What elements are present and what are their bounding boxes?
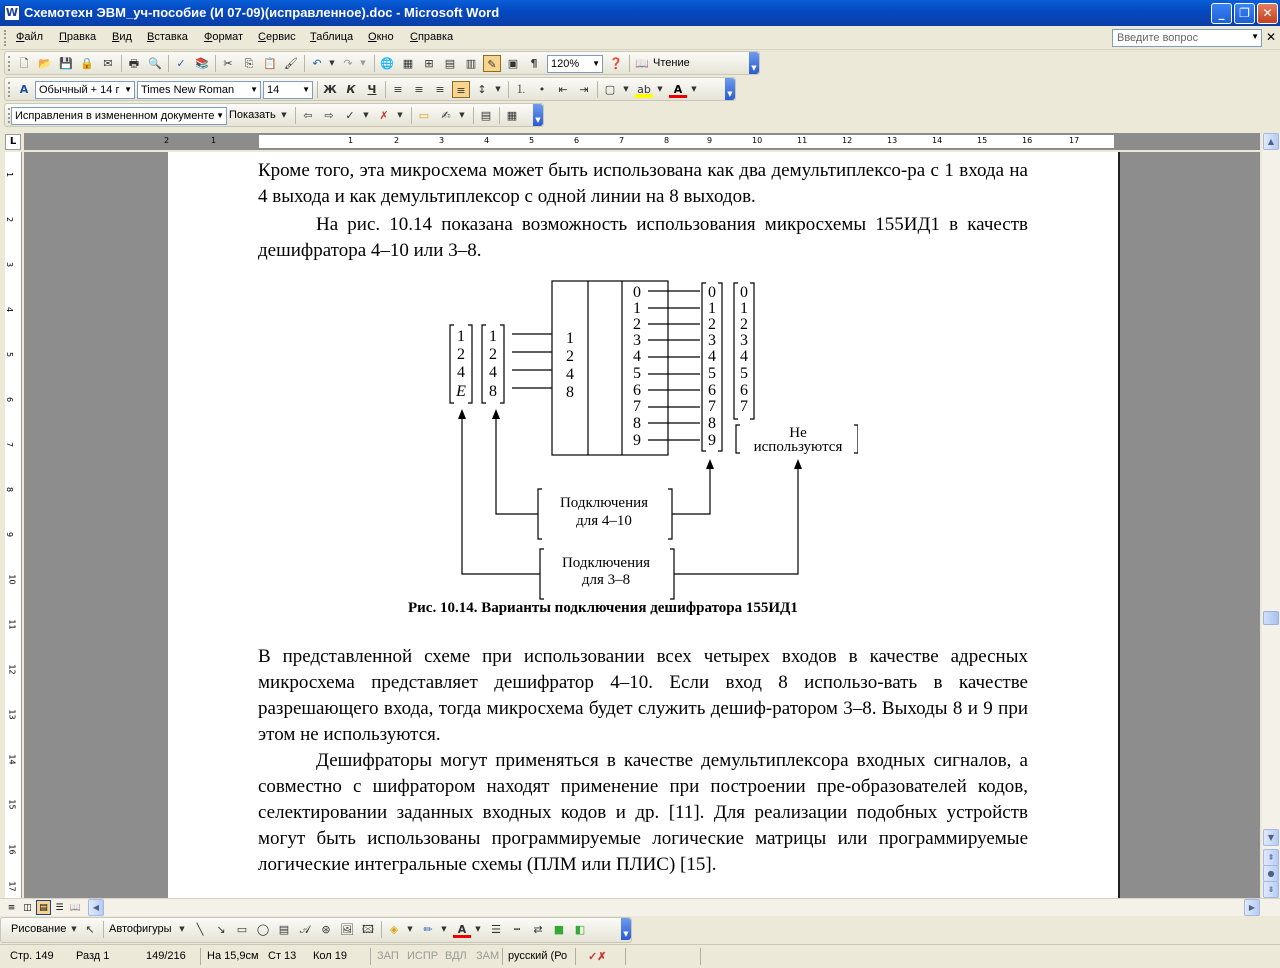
print-icon[interactable]: 🖶 [128, 57, 140, 70]
title-bar [0, 0, 1280, 26]
undo-icon[interactable]: ↶ [312, 57, 322, 70]
scroll-up-icon[interactable]: ▲ [1263, 133, 1279, 150]
columns-icon[interactable]: ▥ [465, 57, 477, 70]
zoom-select[interactable] [547, 55, 603, 73]
normal-view-icon[interactable]: ≡ [7, 903, 16, 913]
chevron-down-icon[interactable]: ▼ [441, 925, 447, 933]
style-value: Обычный + 14 г [39, 84, 120, 96]
italic-button[interactable]: К [346, 83, 356, 96]
browse-object-icon[interactable]: ● [1263, 865, 1279, 882]
reject-change-icon[interactable]: ✗ [379, 109, 389, 122]
menu-edit[interactable]: Правка [59, 31, 97, 43]
chevron-down-icon[interactable]: ▼ [281, 111, 287, 119]
chevron-down-icon[interactable]: ▼ [71, 925, 77, 933]
show-markup-button[interactable]: Показать [229, 109, 276, 121]
reviewing-pane-toggle-icon[interactable]: ▦ [506, 109, 518, 122]
chip-output-label: 7 [633, 398, 641, 415]
chevron-down-icon[interactable]: ▼ [397, 111, 403, 119]
chevron-down-icon[interactable]: ▼ [1251, 32, 1259, 41]
status-track-changes[interactable]: ИСПР [407, 950, 439, 962]
display-for-review-select[interactable] [11, 107, 227, 125]
font-color-icon[interactable]: A [453, 921, 471, 938]
line-color-icon[interactable]: ✏ [423, 923, 433, 936]
menu-grip[interactable] [4, 30, 7, 46]
save-icon[interactable]: 💾 [59, 57, 73, 70]
font-select[interactable] [137, 81, 261, 99]
output-10-label: 8 [708, 415, 716, 432]
chip-output-label: 0 [633, 284, 641, 301]
zoom-value: 120% [551, 58, 580, 70]
fill-color-icon[interactable]: ◈ [389, 923, 399, 936]
status-record-macro[interactable]: ЗАП [377, 950, 399, 962]
new-document-icon[interactable]: 🗋 [19, 57, 29, 70]
toolbar-grip[interactable] [8, 82, 11, 97]
line-spacing-icon[interactable]: ↕ [477, 83, 487, 96]
output-8-label: 2 [740, 316, 748, 333]
chip-input-label: 1 [566, 330, 574, 347]
spelling-icon[interactable]: ✓ [176, 57, 186, 70]
menu-view[interactable]: Вид [112, 31, 132, 43]
print-layout-icon[interactable]: ▤ [36, 900, 51, 915]
align-center-icon[interactable]: ≡ [414, 83, 424, 96]
scroll-thumb[interactable] [1263, 611, 1279, 625]
outline-view-icon[interactable]: ☰ [55, 903, 64, 913]
document-workspace[interactable] [24, 152, 1260, 898]
clip-art-icon[interactable]: 🖼 [340, 923, 354, 936]
status-page-count: 149/216 [146, 950, 186, 962]
borders-icon[interactable]: ▢ [604, 83, 616, 96]
status-page: Стр. 149 [10, 950, 54, 962]
output-10-label: 6 [708, 382, 716, 399]
spelling-status-icon[interactable]: ✓✗ [588, 951, 607, 963]
output-8-label: 0 [740, 284, 748, 301]
chip-input-label: 8 [566, 384, 574, 401]
previous-page-icon[interactable]: ⇞ [1263, 849, 1279, 866]
output-8-label: 4 [740, 348, 748, 365]
paragraph-1[interactable]: Кроме того, эта микросхема может быть использована как два демультиплексо-ра с 1 входа на 4 выхода и как демультиплексор с одной линии на 8 выходов. [258, 160, 1028, 207]
insert-excel-icon[interactable]: ▤ [444, 57, 456, 70]
output-8-label: 6 [740, 382, 748, 399]
oval-icon[interactable]: ◯ [256, 923, 270, 936]
help-icon[interactable]: ❓ [609, 57, 623, 70]
chip-output-label: 6 [633, 382, 641, 399]
scroll-left-icon[interactable]: ◀ [88, 899, 104, 916]
email-icon[interactable]: ✉ [103, 57, 113, 70]
chip-input-label: 4 [566, 366, 574, 383]
paste-icon[interactable]: 📋 [263, 57, 277, 70]
insert-table-icon[interactable]: ⊞ [424, 57, 434, 70]
group-a-label: 2 [457, 346, 465, 363]
output-8-label: 3 [740, 332, 748, 349]
reading-view-icon[interactable]: 📖 [69, 903, 82, 913]
document-map-icon[interactable]: ▣ [507, 57, 519, 70]
permission-icon[interactable]: 🔒 [80, 57, 94, 70]
chip-output-label: 2 [633, 316, 641, 333]
read-mode-button[interactable]: Чтение [653, 57, 690, 69]
status-extend[interactable]: ВДЛ [445, 950, 467, 962]
toolbar-options-icon[interactable]: ▼ [725, 78, 735, 100]
drawing-icon[interactable]: ✎ [483, 55, 501, 72]
track-changes-icon[interactable]: ✍ [441, 109, 451, 122]
status-section: Разд 1 [76, 950, 110, 962]
line-icon[interactable]: ╲ [196, 923, 204, 936]
standard-toolbar [4, 51, 760, 75]
chevron-down-icon[interactable]: ▼ [363, 111, 369, 119]
output-10-label: 0 [708, 284, 716, 301]
group-b-label: 2 [489, 346, 497, 363]
open-folder-icon[interactable]: 📂 [38, 57, 52, 70]
accept-change-icon[interactable]: ✓ [345, 109, 355, 122]
toolbar-grip[interactable] [8, 56, 11, 71]
draw-menu-button[interactable]: Рисование [11, 923, 67, 935]
scroll-right-icon[interactable]: ▶ [1244, 899, 1260, 916]
drawing-toolbar [0, 917, 632, 943]
chip-input-label: 2 [566, 348, 574, 365]
highlight-icon[interactable]: ab [635, 81, 653, 98]
status-language[interactable]: русский (Ро [508, 950, 568, 962]
shadow-icon[interactable]: ■ [553, 923, 565, 936]
wordart-icon[interactable]: 𝒜 [299, 923, 311, 936]
chip-output-label: 8 [633, 415, 641, 432]
format-painter-icon[interactable]: 🖌 [284, 57, 298, 70]
reviewing-toolbar [4, 103, 544, 127]
restore-button[interactable]: ❐ [1234, 3, 1255, 24]
show-hide-icon[interactable]: ¶ [530, 57, 538, 70]
bold-button[interactable]: Ж [323, 83, 337, 96]
styles-icon[interactable]: A [19, 83, 29, 96]
output-10-label: 9 [708, 432, 716, 449]
chip-output-label: 3 [633, 332, 641, 349]
text-box-icon[interactable]: ▤ [278, 923, 290, 936]
menu-bar [0, 26, 1280, 50]
unused-label: Не [789, 425, 807, 441]
print-preview-icon[interactable]: 🔍 [148, 57, 162, 70]
output-10-label: 2 [708, 316, 716, 333]
group-b-label: 4 [489, 364, 497, 381]
output-10-label: 7 [708, 398, 716, 415]
chevron-down-icon[interactable]: ▼ [124, 85, 132, 94]
connection-4-10-label: для 4–10 [576, 513, 632, 529]
minimize-button[interactable]: _ [1211, 3, 1232, 24]
toolbar-options-icon[interactable]: ▼ [533, 104, 543, 126]
chip-output-label: 9 [633, 432, 641, 449]
numbering-icon[interactable]: ⒈ [515, 83, 527, 96]
output-10-label: 5 [708, 365, 716, 382]
toolbar-options-icon[interactable]: ▼ [621, 918, 631, 940]
align-left-icon[interactable]: ≡ [393, 83, 403, 96]
chevron-down-icon[interactable]: ▼ [216, 111, 224, 120]
output-10-label: 3 [708, 332, 716, 349]
redo-icon[interactable]: ↷ [343, 57, 353, 70]
3d-style-icon[interactable]: ◧ [574, 923, 586, 936]
select-objects-icon[interactable]: ↖ [85, 923, 95, 936]
research-icon[interactable]: 📚 [195, 57, 209, 70]
previous-change-icon[interactable]: ⇦ [303, 109, 313, 122]
chevron-down-icon[interactable]: ▼ [495, 85, 501, 93]
ask-question-placeholder: Введите вопрос [1117, 32, 1199, 44]
status-column: Кол 19 [313, 950, 347, 962]
group-b-label: 1 [489, 328, 497, 345]
paragraph-3[interactable]: В представленной схеме при использовании всех четырех входов в качестве адресных микросхема представляет дешифратор 4–10. Если вход 8 использо-вать в качестве разрешающего входа, тогда микросхема будет служить дешиф-ратором 3–8. Выходы 8 и 9 при этом не используются. [258, 646, 1028, 745]
menu-insert[interactable]: Вставка [147, 31, 188, 43]
chevron-down-icon[interactable]: ▼ [691, 85, 697, 93]
word-app-icon[interactable]: W [5, 6, 19, 19]
output-8-label: 7 [740, 398, 748, 415]
book-icon: 📖 [635, 57, 649, 70]
connection-3-8-label: для 3–8 [581, 572, 631, 588]
font-size-value: 14 [267, 84, 280, 96]
menu-tools[interactable]: Сервис [258, 31, 296, 43]
web-view-icon[interactable]: ◫ [23, 903, 32, 913]
copy-icon[interactable]: ⎘ [244, 57, 254, 70]
chip-output-label: 4 [633, 348, 641, 365]
dash-style-icon[interactable]: ┅ [513, 923, 521, 936]
status-overtype[interactable]: ЗАМ [476, 950, 500, 962]
next-page-icon[interactable]: ⇟ [1263, 881, 1279, 898]
chevron-down-icon[interactable]: ▼ [250, 85, 258, 94]
chevron-down-icon[interactable]: ▼ [459, 111, 465, 119]
horizontal-scrollbar[interactable] [0, 898, 1280, 916]
chevron-down-icon[interactable]: ▼ [475, 925, 481, 933]
output-10-label: 1 [708, 300, 716, 317]
hyperlink-icon[interactable]: 🌐 [380, 57, 394, 70]
group-a-label: 1 [457, 328, 465, 345]
font-size-select[interactable] [263, 81, 313, 99]
vertical-scrollbar[interactable] [1262, 133, 1280, 898]
menu-file[interactable]: Файл [16, 31, 44, 43]
document-page[interactable] [168, 152, 1120, 898]
figure-caption[interactable]: Рис. 10.14. Варианты подключения дешифратора 155ИД1 [408, 600, 798, 616]
justify-icon[interactable]: ≡ [452, 81, 470, 98]
chevron-down-icon[interactable]: ▼ [329, 59, 335, 67]
group-a-label: E [456, 383, 466, 400]
chevron-down-icon[interactable]: ▼ [657, 85, 663, 93]
autoshapes-button[interactable]: Автофигуры [109, 923, 172, 935]
underline-button[interactable]: Ч [367, 83, 377, 96]
menu-help[interactable]: Справка [410, 31, 454, 43]
arrow-icon[interactable]: ↘ [216, 923, 226, 936]
output-8-label: 5 [740, 365, 748, 382]
toolbar-options-icon[interactable]: ▼ [749, 52, 759, 74]
new-comment-icon[interactable]: ▭ [418, 109, 430, 122]
group-a-label: 4 [457, 364, 465, 381]
increase-indent-icon[interactable]: ⇥ [579, 83, 589, 96]
decrease-indent-icon[interactable]: ⇤ [558, 83, 568, 96]
connection-4-10-label: Подключения [559, 495, 649, 511]
status-position: На 15,9см [207, 950, 259, 962]
formatting-toolbar [4, 77, 736, 101]
window-title: Схемотехн ЭВМ_уч-пособие (И 07-09)(исправленное).doc - Microsoft Word [24, 5, 500, 20]
review-mode-value: Исправления в измененном документе [15, 110, 215, 122]
line-style-icon[interactable]: ☰ [491, 923, 501, 936]
output-8-label: 1 [740, 300, 748, 317]
group-b-label: 8 [489, 383, 497, 400]
connection-3-8-label: Подключения [561, 555, 651, 571]
menu-window[interactable]: Окно [368, 31, 394, 43]
decoder-diagram [438, 277, 858, 605]
diagram-icon[interactable]: ⊛ [321, 923, 331, 936]
scroll-down-icon[interactable]: ▼ [1263, 829, 1279, 846]
next-change-icon[interactable]: ⇨ [324, 109, 334, 122]
ask-question-input[interactable] [1112, 29, 1262, 47]
menu-table[interactable]: Таблица [310, 31, 354, 43]
output-10-label: 4 [708, 348, 716, 365]
tab-selector[interactable]: L [5, 134, 21, 150]
chevron-down-icon[interactable]: ▼ [302, 85, 310, 94]
chip-output-label: 1 [633, 300, 641, 317]
cut-icon[interactable]: ✂ [223, 57, 233, 70]
tables-borders-icon[interactable]: ▦ [402, 57, 414, 70]
reviewing-pane-icon[interactable]: ▤ [480, 109, 492, 122]
status-bar [0, 944, 1280, 968]
menu-format[interactable]: Формат [204, 31, 244, 43]
chevron-down-icon[interactable]: ▼ [623, 85, 629, 93]
vertical-ruler[interactable]: 1 2 3 4 5 6 7 8 9 10 11 12 13 14 15 16 17 [5, 152, 22, 898]
paragraph-4[interactable]: Дешифраторы могут применяться в качестве демультиплексора входных сигналов, а совместно с шифратором находят применение при построении пре-образователей кодов, селектировании заданных входных кодов и др. [11]. Для реализации подобных устройств могут быть использованы программируемые логические матрицы или программируемые логические интегральные схемы (ПЛМ или ПЛИС) [15]. [258, 750, 1028, 875]
status-line: Ст 13 [268, 950, 297, 962]
arrow-style-icon[interactable]: ⇄ [533, 923, 543, 936]
picture-icon[interactable]: 🖾 [362, 923, 374, 936]
align-right-icon[interactable]: ≡ [435, 83, 445, 96]
paragraph-2[interactable]: На рис. 10.14 показана возможность использования микросхемы 155ИД1 в качеств дешифратора 4–10 или 3–8. [258, 214, 1028, 261]
close-button[interactable]: ✕ [1257, 3, 1278, 24]
chevron-down-icon[interactable]: ▼ [179, 925, 185, 933]
font-value: Times New Roman [141, 84, 235, 96]
chip-output-label: 5 [633, 365, 641, 382]
chevron-down-icon[interactable]: ▼ [407, 925, 413, 933]
horizontal-ruler[interactable]: 2 1 1 2 3 4 5 6 7 8 9 10 11 12 13 14 15 16 17 [24, 133, 1260, 150]
rectangle-icon[interactable]: ▭ [236, 923, 248, 936]
font-color-icon[interactable]: A [669, 81, 687, 98]
close-document-button[interactable]: ✕ [1266, 30, 1277, 44]
chevron-down-icon[interactable]: ▼ [592, 59, 600, 68]
style-select[interactable] [35, 81, 135, 99]
unused-label: используются [753, 439, 843, 455]
chevron-down-icon[interactable]: ▼ [360, 59, 366, 67]
bullets-icon[interactable]: • [538, 83, 546, 96]
